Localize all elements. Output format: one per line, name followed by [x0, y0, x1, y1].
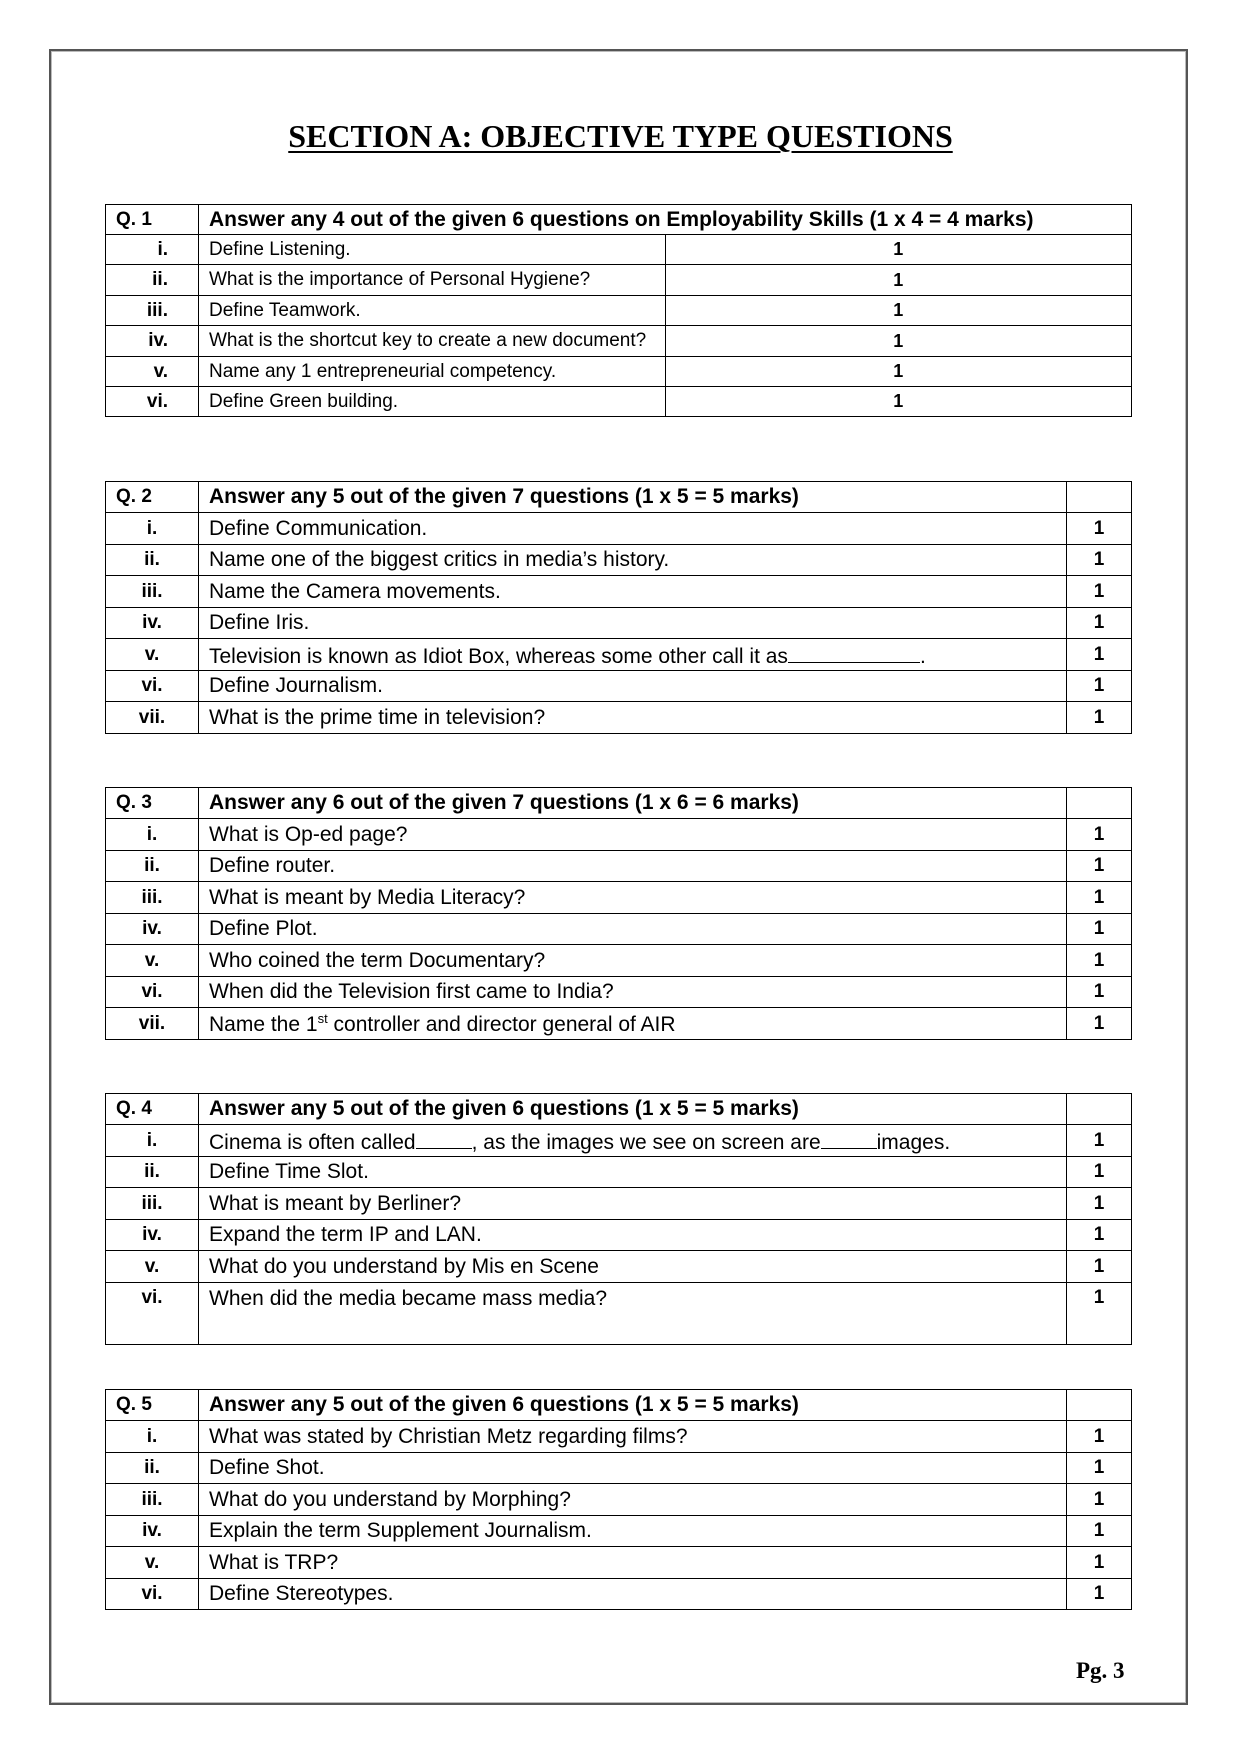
- question-header-row: [106, 788, 1132, 819]
- question-item-row: [106, 977, 1132, 1008]
- item-number: vi.: [106, 671, 199, 702]
- fill-in-blank: [416, 1127, 472, 1149]
- item-marks: 1: [1067, 671, 1132, 702]
- question-item-row: [106, 819, 1132, 851]
- item-number: vi.: [106, 977, 199, 1008]
- item-number: v.: [106, 1547, 199, 1579]
- question-header-row: [106, 205, 1132, 235]
- item-text: Define Shot.: [199, 1453, 1067, 1484]
- item-text-part: Television is known as Idiot Box, whereas some other call it as: [209, 644, 788, 668]
- item-number: ii.: [106, 265, 199, 296]
- question-item-row: [106, 702, 1132, 734]
- item-marks: 1: [1067, 1421, 1132, 1453]
- question-item-row: [106, 296, 1132, 326]
- item-marks: 1: [1067, 977, 1132, 1008]
- question-item-row: [106, 639, 1132, 671]
- item-marks: 1: [1067, 1251, 1132, 1283]
- item-text: What is Op-ed page?: [199, 819, 1067, 851]
- item-number: iii.: [106, 576, 199, 608]
- question-header-row: [106, 1390, 1132, 1421]
- item-number: i.: [106, 1421, 199, 1453]
- item-text: What do you understand by Morphing?: [199, 1484, 1067, 1516]
- question-instruction: Answer any 5 out of the given 6 questions (1 x 5 = 5 marks): [199, 1094, 1067, 1125]
- item-text: What is meant by Media Literacy?: [199, 882, 1067, 914]
- item-text-part: .: [919, 644, 926, 668]
- item-text-part: controller and director general of AIR: [327, 1012, 676, 1036]
- marks-header-cell: [1067, 1094, 1132, 1125]
- item-number: ii.: [106, 1453, 199, 1484]
- item-marks: 1: [1067, 1188, 1132, 1220]
- item-marks: 1: [1067, 1579, 1132, 1610]
- item-marks: 1: [1067, 1516, 1132, 1547]
- question-number: Q. 5: [106, 1390, 199, 1421]
- item-number: iv.: [106, 608, 199, 639]
- item-number: vii.: [106, 702, 199, 734]
- item-marks: 1: [1067, 914, 1132, 945]
- item-text: What is the prime time in television?: [199, 702, 1067, 734]
- page-number: Pg. 3: [1076, 1658, 1125, 1683]
- question-item-row: [106, 1547, 1132, 1579]
- question-item-row: [106, 1188, 1132, 1220]
- item-text: Name any 1 entrepreneurial competency.: [199, 357, 666, 387]
- question-item-row: [106, 576, 1132, 608]
- item-text: What was stated by Christian Metz regarding films?: [199, 1421, 1067, 1453]
- item-number: ii.: [106, 851, 199, 882]
- question-number: Q. 2: [106, 482, 199, 513]
- item-marks: 1: [1067, 576, 1132, 608]
- question-instruction: Answer any 4 out of the given 6 questions on Employability Skills (1 x 4 = 4 marks): [199, 205, 1132, 235]
- item-number: iv.: [106, 1220, 199, 1251]
- fill-in-blank: [788, 641, 920, 663]
- item-text: Define Stereotypes.: [199, 1579, 1067, 1610]
- question-item-row: [106, 1579, 1132, 1610]
- item-marks: 1: [1067, 819, 1132, 851]
- item-marks: 1: [1067, 1008, 1132, 1040]
- question-table-q3: [105, 787, 1132, 1040]
- question-item-row: [106, 326, 1132, 357]
- question-number: Q. 3: [106, 788, 199, 819]
- item-text: Define Iris.: [199, 608, 1067, 639]
- item-text: Expand the term IP and LAN.: [199, 1220, 1067, 1251]
- question-item-row: [106, 1453, 1132, 1484]
- item-marks: 1: [1067, 702, 1132, 734]
- item-marks: 1: [665, 296, 1132, 326]
- item-text: [199, 639, 1067, 671]
- question-table-q2: [105, 481, 1132, 734]
- question-item-row: [106, 914, 1132, 945]
- item-marks: 1: [1067, 545, 1132, 576]
- question-instruction: Answer any 5 out of the given 7 questions (1 x 5 = 5 marks): [199, 482, 1067, 513]
- item-number: vii.: [106, 1008, 199, 1040]
- question-item-row: [106, 1008, 1132, 1040]
- question-instruction: Answer any 5 out of the given 6 questions (1 x 5 = 5 marks): [199, 1390, 1067, 1421]
- question-item-row: [106, 1125, 1132, 1157]
- item-number: v.: [106, 1251, 199, 1283]
- item-text: What is TRP?: [199, 1547, 1067, 1579]
- item-number: v.: [106, 945, 199, 977]
- section-title: SECTION A: OBJECTIVE TYPE QUESTIONS: [288, 118, 953, 154]
- item-text-part: images.: [876, 1130, 951, 1154]
- question-item-row: [106, 945, 1132, 977]
- item-text: When did the Television first came to India?: [199, 977, 1067, 1008]
- item-number: iv.: [106, 326, 199, 357]
- item-text: Define Time Slot.: [199, 1157, 1067, 1188]
- item-number: vi.: [106, 387, 199, 417]
- item-text: Name one of the biggest critics in media’s history.: [199, 545, 1067, 576]
- item-marks: 1: [665, 326, 1132, 357]
- item-marks: 1: [1067, 608, 1132, 639]
- item-marks: 1: [1067, 882, 1132, 914]
- item-text-part: Cinema is often called: [209, 1130, 416, 1154]
- item-text: Define router.: [199, 851, 1067, 882]
- item-text: [199, 1008, 1067, 1040]
- item-text: Name the Camera movements.: [199, 576, 1067, 608]
- item-text: Who coined the term Documentary?: [199, 945, 1067, 977]
- item-marks: 1: [1067, 1484, 1132, 1516]
- question-item-row: [106, 235, 1132, 265]
- item-marks: 1: [665, 357, 1132, 387]
- item-marks: 1: [1067, 851, 1132, 882]
- question-item-row: [106, 513, 1132, 545]
- item-number: vi.: [106, 1579, 199, 1610]
- item-marks: 1: [1067, 1547, 1132, 1579]
- question-header-row: [106, 482, 1132, 513]
- question-item-row: [106, 1283, 1132, 1345]
- item-text-part: Name the 1: [209, 1012, 318, 1036]
- item-marks: 1: [1067, 945, 1132, 977]
- marks-header-cell: [1067, 788, 1132, 819]
- item-text: When did the media became mass media?: [199, 1283, 1067, 1345]
- fill-in-blank: [821, 1127, 877, 1149]
- question-item-row: [106, 1251, 1132, 1283]
- question-header-row: [106, 1094, 1132, 1125]
- item-number: i.: [106, 1125, 199, 1157]
- question-item-row: [106, 1157, 1132, 1188]
- item-text: What is the shortcut key to create a new document?: [199, 326, 666, 357]
- question-table-q1: [105, 204, 1132, 417]
- item-marks: 1: [1067, 513, 1132, 545]
- item-marks: 1: [1067, 1453, 1132, 1484]
- item-number: i.: [106, 235, 199, 265]
- item-text: Define Communication.: [199, 513, 1067, 545]
- item-text: Define Teamwork.: [199, 296, 666, 326]
- question-table-q5: [105, 1389, 1132, 1610]
- item-number: ii.: [106, 545, 199, 576]
- item-text: What is the importance of Personal Hygiene?: [199, 265, 666, 296]
- question-item-row: [106, 671, 1132, 702]
- question-item-row: [106, 1421, 1132, 1453]
- item-marks: 1: [1067, 1283, 1132, 1345]
- item-number: iv.: [106, 1516, 199, 1547]
- item-number: iii.: [106, 882, 199, 914]
- question-item-row: [106, 357, 1132, 387]
- item-text: Define Journalism.: [199, 671, 1067, 702]
- item-number: v.: [106, 357, 199, 387]
- item-number: iii.: [106, 296, 199, 326]
- item-text-part: , as the images we see on screen are: [471, 1130, 821, 1154]
- question-number: Q. 4: [106, 1094, 199, 1125]
- item-marks: 1: [665, 387, 1132, 417]
- question-item-row: [106, 608, 1132, 639]
- ordinal-suffix: st: [317, 1010, 328, 1026]
- question-item-row: [106, 882, 1132, 914]
- item-number: vi.: [106, 1283, 199, 1345]
- item-marks: 1: [1067, 1220, 1132, 1251]
- item-text: What do you understand by Mis en Scene: [199, 1251, 1067, 1283]
- item-text: Explain the term Supplement Journalism.: [199, 1516, 1067, 1547]
- item-number: i.: [106, 819, 199, 851]
- item-marks: 1: [1067, 1125, 1132, 1157]
- question-item-row: [106, 387, 1132, 417]
- question-table-q4: [105, 1093, 1132, 1345]
- item-marks: 1: [1067, 1157, 1132, 1188]
- question-item-row: [106, 1220, 1132, 1251]
- question-instruction: Answer any 6 out of the given 7 questions (1 x 6 = 6 marks): [199, 788, 1067, 819]
- marks-header-cell: [1067, 482, 1132, 513]
- question-item-row: [106, 851, 1132, 882]
- item-text: [199, 1125, 1067, 1157]
- item-text: Define Listening.: [199, 235, 666, 265]
- item-number: i.: [106, 513, 199, 545]
- item-text: Define Plot.: [199, 914, 1067, 945]
- question-item-row: [106, 265, 1132, 296]
- item-marks: 1: [665, 235, 1132, 265]
- item-marks: 1: [665, 265, 1132, 296]
- item-number: v.: [106, 639, 199, 671]
- item-number: ii.: [106, 1157, 199, 1188]
- item-text: What is meant by Berliner?: [199, 1188, 1067, 1220]
- question-item-row: [106, 1484, 1132, 1516]
- question-number: Q. 1: [106, 205, 199, 235]
- item-marks: 1: [1067, 639, 1132, 671]
- question-item-row: [106, 545, 1132, 576]
- item-text: Define Green building.: [199, 387, 666, 417]
- marks-header-cell: [1067, 1390, 1132, 1421]
- item-number: iv.: [106, 914, 199, 945]
- item-number: iii.: [106, 1188, 199, 1220]
- item-number: iii.: [106, 1484, 199, 1516]
- question-item-row: [106, 1516, 1132, 1547]
